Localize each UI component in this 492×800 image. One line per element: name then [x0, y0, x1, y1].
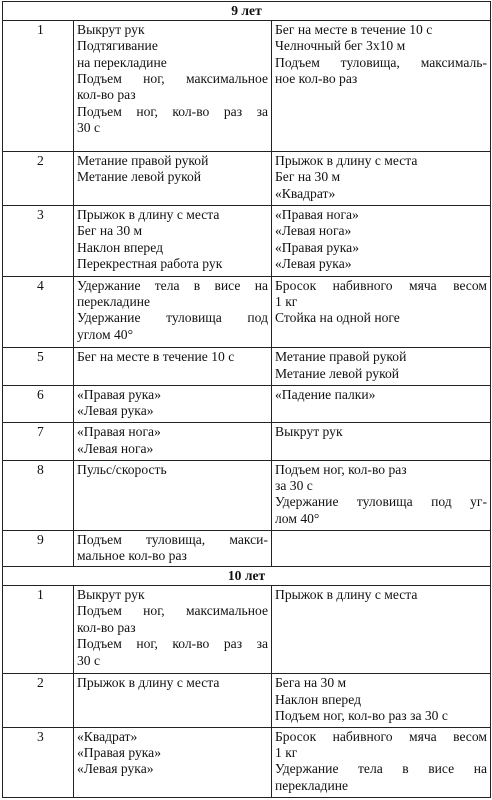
cell-line: Наклон вперед [77, 239, 164, 255]
cell-line: Подъем туловища, максималь- [275, 54, 487, 70]
cell-line: Удержание туловища под уг- [275, 494, 487, 510]
cell-line: Удержание тела в висе на [275, 761, 487, 777]
right-exercises-cell [272, 423, 491, 460]
table-row [3, 385, 491, 422]
section-header: 9 лет [3, 2, 491, 21]
cell-line: кол-во раз [77, 87, 136, 103]
cell-line: Прыжок в длину с места [77, 206, 220, 222]
cell-line: Прыжок в длину с места [275, 152, 418, 168]
cell-line: Наклон вперед [275, 691, 362, 707]
cell-line: 30 с [77, 120, 101, 136]
row-number: 3 [3, 205, 74, 276]
row-number: 2 [3, 151, 74, 205]
cell-line: Бега на 30 м [275, 675, 347, 691]
cell-line: Удержание туловища под [77, 310, 268, 326]
right-exercises-cell [272, 530, 491, 566]
cell-line: «Квадрат» [275, 185, 336, 201]
cell-line: Выкрут рук [77, 21, 145, 37]
row-number: 7 [3, 423, 74, 460]
cell-line: Метание левой рукой [275, 365, 400, 381]
left-exercises-cell [74, 385, 272, 422]
cell-line: углом 40° [77, 326, 134, 342]
cell-line: «Квадрат» [77, 728, 138, 744]
cell-line: на перекладине [77, 54, 167, 70]
cell-line: Метание правой рукой [275, 349, 407, 365]
right-exercises-cell [272, 585, 491, 673]
row-number: 2 [3, 674, 74, 727]
cell-line: Подъем ног, максимальное [77, 70, 268, 86]
left-exercises-cell [74, 20, 272, 151]
cell-line: ное кол-во раз [275, 70, 358, 86]
cell-line: Стойка на одной ноге [275, 310, 400, 326]
table-row [3, 674, 491, 727]
cell-line: Челночный бег 3х10 м [275, 38, 406, 54]
cell-line: перекладине [275, 777, 349, 793]
exercise-table [2, 1, 491, 798]
cell-line: 1 кг [275, 293, 298, 309]
left-exercises-cell [74, 674, 272, 727]
table-row [3, 460, 491, 530]
cell-line: Прыжок в длину с места [275, 586, 418, 602]
exercise-schedule-page [2, 1, 490, 799]
cell-line: «Правая нога» [77, 424, 161, 440]
table-row [3, 151, 491, 205]
table-row [3, 727, 491, 797]
left-exercises-cell [74, 727, 272, 797]
cell-line: Прыжок в длину с места [77, 675, 220, 691]
table-row [3, 423, 491, 460]
row-number: 1 [3, 585, 74, 673]
right-exercises-cell [272, 460, 491, 530]
cell-line: Удержание тела в висе на [77, 277, 268, 293]
cell-line: Выкрут рук [77, 586, 145, 602]
cell-line: Бросок набивного мяча весом [275, 277, 487, 293]
cell-line: «Левая нога» [77, 440, 154, 456]
table-row [3, 205, 491, 276]
cell-line: Бег на месте в течение 10 с [77, 349, 235, 365]
cell-line: «Левая рука» [275, 256, 352, 272]
right-exercises-cell [272, 727, 491, 797]
row-number: 4 [3, 276, 74, 348]
cell-line: «Правая рука» [77, 386, 162, 402]
cell-line: 30 с [77, 652, 101, 668]
right-exercises-cell [272, 348, 491, 385]
table-row [3, 530, 491, 566]
cell-line: Подъем туловища, макси- [77, 531, 268, 547]
table-row [3, 585, 491, 673]
cell-line: Подтягивание [77, 38, 158, 54]
row-number: 9 [3, 530, 74, 566]
cell-line: перекладине [77, 293, 151, 309]
cell-line: «Левая рука» [77, 761, 154, 777]
cell-line: Бег на месте в течение 10 с [275, 21, 433, 37]
exercise-table-body [3, 2, 491, 798]
right-exercises-cell [272, 205, 491, 276]
left-exercises-cell [74, 585, 272, 673]
cell-line: мальное кол-во раз [77, 548, 187, 564]
cell-line: «Левая рука» [77, 403, 154, 419]
cell-line: за 30 с [275, 478, 313, 494]
row-number: 3 [3, 727, 74, 797]
cell-line: «Правая рука» [275, 239, 360, 255]
right-exercises-cell [272, 20, 491, 151]
left-exercises-cell [74, 205, 272, 276]
cell-line: «Падение палки» [275, 386, 376, 402]
cell-line: Подъем ног, кол-во раз за [77, 103, 268, 119]
right-exercises-cell [272, 276, 491, 348]
table-row [3, 276, 491, 348]
section-header-row [3, 2, 491, 21]
row-number: 1 [3, 20, 74, 151]
cell-line: Подъем ног, максимальное [77, 603, 268, 619]
cell-line: Подъем ног, кол-во раз за 30 с [275, 708, 448, 724]
cell-line: Бег на 30 м [77, 223, 143, 239]
cell-line: Подъем ног, кол-во раз [275, 461, 407, 477]
cell-line: Бег на 30 м [275, 169, 341, 185]
left-exercises-cell [74, 423, 272, 460]
right-exercises-cell [272, 385, 491, 422]
left-exercises-cell [74, 348, 272, 385]
cell-line: Пульс/скорость [77, 461, 167, 477]
cell-line: Подъем ног, кол-во раз за [77, 636, 268, 652]
cell-line: Метание левой рукой [77, 169, 202, 185]
section-header: 10 лет [3, 567, 491, 586]
section-header-row [3, 567, 491, 586]
left-exercises-cell [74, 530, 272, 566]
row-number: 8 [3, 460, 74, 530]
cell-line: «Правая нога» [275, 206, 359, 222]
cell-line: Перекрестная работа рук [77, 256, 223, 272]
cell-line: Метание правой рукой [77, 152, 209, 168]
left-exercises-cell [74, 460, 272, 530]
right-exercises-cell [272, 151, 491, 205]
left-exercises-cell [74, 151, 272, 205]
cell-line: «Правая рука» [77, 744, 162, 760]
cell-line: Бросок набивного мяча весом [275, 728, 487, 744]
cell-line: Выкрут рук [275, 424, 343, 440]
row-number: 6 [3, 385, 74, 422]
table-row [3, 20, 491, 151]
row-number: 5 [3, 348, 74, 385]
left-exercises-cell [74, 276, 272, 348]
table-row [3, 348, 491, 385]
cell-line: «Левая нога» [275, 223, 352, 239]
right-exercises-cell [272, 674, 491, 727]
cell-line: 1 кг [275, 744, 298, 760]
cell-line: лом 40° [275, 510, 320, 526]
cell-line: кол-во раз [77, 619, 136, 635]
